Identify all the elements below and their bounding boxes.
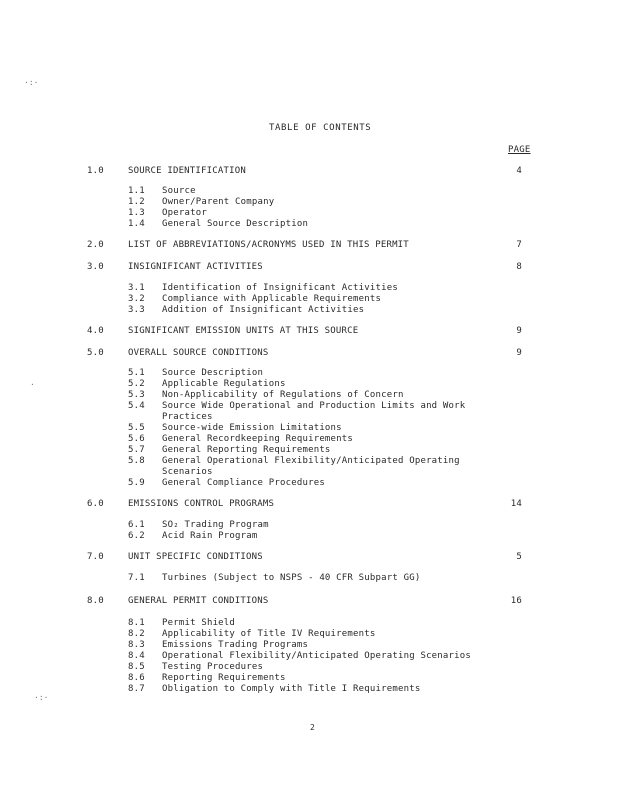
scan-speck: ·:· xyxy=(24,78,39,87)
section-page: 7 xyxy=(516,240,522,250)
section-title: EMISSIONS CONTROL PROGRAMS xyxy=(128,499,275,509)
subsection-title: Testing Procedures xyxy=(162,662,264,672)
section-number: 4.0 xyxy=(87,326,104,336)
subsection-number: 1.3 xyxy=(128,208,145,218)
subsection-number: 3.2 xyxy=(128,294,145,304)
subsection-number: 8.2 xyxy=(128,629,145,639)
section-page: 16 xyxy=(510,596,522,606)
subsection-title: Permit Shield xyxy=(162,618,236,628)
subsection-number: 5.8 xyxy=(128,456,145,466)
subsection-number: 1.1 xyxy=(128,186,145,196)
subsection-number: 5.5 xyxy=(128,423,145,433)
subsection-title: Non-Applicability of Regulations of Concern xyxy=(162,390,404,400)
subsection-number: 5.9 xyxy=(128,478,145,488)
subsection-number: 8.3 xyxy=(128,640,145,650)
page-column-header: PAGE xyxy=(508,145,531,155)
section-title: SIGNIFICANT EMISSION UNITS AT THIS SOURCE xyxy=(128,326,359,336)
subsection-number: 8.5 xyxy=(128,662,145,672)
subsection-number: 5.3 xyxy=(128,390,145,400)
subsection-title: Applicability of Title IV Requirements xyxy=(162,629,376,639)
subsection-number: 8.7 xyxy=(128,684,145,694)
subsection-title: Turbines (Subject to NSPS - 40 CFR Subpart GG) xyxy=(162,573,421,583)
subsection-title: Source-wide Emission Limitations xyxy=(162,423,342,433)
subsection-number: 1.4 xyxy=(128,219,145,229)
subsection-number: 5.2 xyxy=(128,379,145,389)
subsection-title: Addition of Insignificant Activities xyxy=(162,305,365,315)
subsection-number: 8.1 xyxy=(128,618,145,628)
footer-page-number: 2 xyxy=(310,723,316,732)
section-title: LIST OF ABBREVIATIONS/ACRONYMS USED IN THIS PERMIT xyxy=(128,240,409,250)
section-page: 9 xyxy=(516,348,522,358)
subsection-number: 6.1 xyxy=(128,520,145,530)
section-number: 1.0 xyxy=(87,166,104,176)
subsection-number: 8.4 xyxy=(128,651,145,661)
section-number: 7.0 xyxy=(87,552,104,562)
toc-title: TABLE OF CONTENTS xyxy=(269,123,372,133)
subsection-number: 6.2 xyxy=(128,531,145,541)
subsection-title: General Reporting Requirements xyxy=(162,445,331,455)
subsection-number: 1.2 xyxy=(128,197,145,207)
section-number: 5.0 xyxy=(87,348,104,358)
scan-speck: · xyxy=(30,380,35,389)
subsection-title: Emissions Trading Programs xyxy=(162,640,309,650)
subsection-title: General Operational Flexibility/Anticipated Operating Scenarios xyxy=(162,456,460,477)
subsection-title: Owner/Parent Company xyxy=(162,197,275,207)
subsection-number: 5.7 xyxy=(128,445,145,455)
subsection-title: Source Description xyxy=(162,368,264,378)
section-page: 4 xyxy=(516,166,522,176)
section-number: 6.0 xyxy=(87,499,104,509)
subsection-title: General Source Description xyxy=(162,219,309,229)
subsection-title: Identification of Insignificant Activities xyxy=(162,283,398,293)
subsection-number: 3.3 xyxy=(128,305,145,315)
subsection-title: Compliance with Applicable Requirements xyxy=(162,294,382,304)
section-title: SOURCE IDENTIFICATION xyxy=(128,166,246,176)
subsection-number: 5.4 xyxy=(128,401,145,411)
section-page: 8 xyxy=(516,262,522,272)
subsection-number: 7.1 xyxy=(128,573,145,583)
subsection-title: Obligation to Comply with Title I Requirements xyxy=(162,684,421,694)
scan-speck: ·:· xyxy=(34,693,49,702)
subsection-title: Source xyxy=(162,186,196,196)
section-title: UNIT SPECIFIC CONDITIONS xyxy=(128,552,263,562)
section-number: 3.0 xyxy=(87,262,104,272)
subsection-title: General Recordkeeping Requirements xyxy=(162,434,354,444)
section-page: 5 xyxy=(516,552,522,562)
subsection-title: Operational Flexibility/Anticipated Operating Scenarios xyxy=(162,651,472,661)
subsection-title: Applicable Regulations xyxy=(162,379,286,389)
subsection-title: SO₂ Trading Program xyxy=(162,520,269,530)
subsection-title: General Compliance Procedures xyxy=(162,478,325,488)
section-number: 8.0 xyxy=(87,596,104,606)
subsection-title: Reporting Requirements xyxy=(162,673,286,683)
section-page: 14 xyxy=(510,499,522,509)
subsection-number: 3.1 xyxy=(128,283,145,293)
subsection-title: Acid Rain Program xyxy=(162,531,258,541)
section-title: OVERALL SOURCE CONDITIONS xyxy=(128,348,269,358)
section-title: GENERAL PERMIT CONDITIONS xyxy=(128,596,269,606)
subsection-number: 8.6 xyxy=(128,673,145,683)
section-title: INSIGNIFICANT ACTIVITIES xyxy=(128,262,263,272)
subsection-title: Source Wide Operational and Production Limits and Work Practices xyxy=(162,401,466,422)
subsection-title: Operator xyxy=(162,208,207,218)
section-page: 9 xyxy=(516,326,522,336)
subsection-number: 5.6 xyxy=(128,434,145,444)
subsection-number: 5.1 xyxy=(128,368,145,378)
section-number: 2.0 xyxy=(87,240,104,250)
